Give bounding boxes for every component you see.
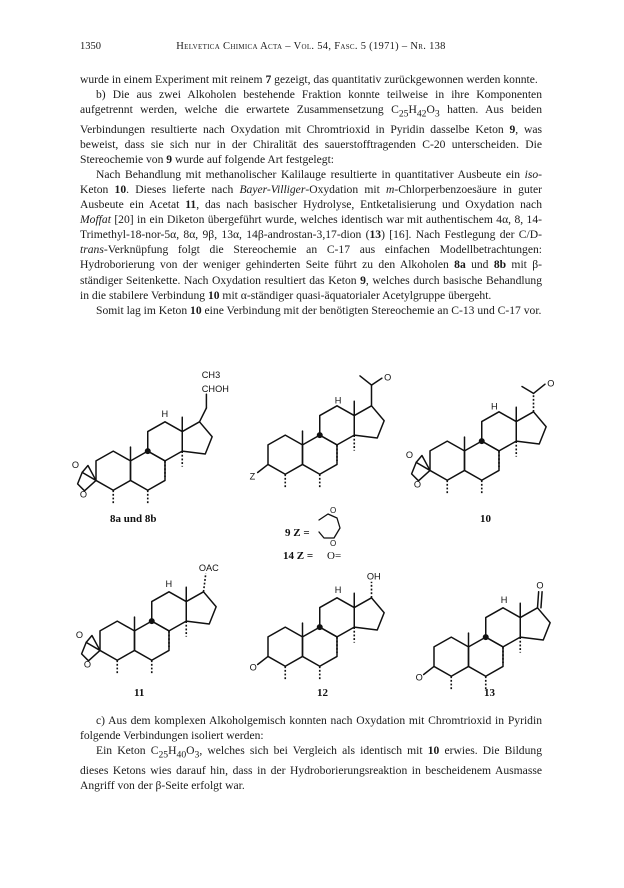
structure-8a-8b <box>72 370 229 504</box>
structure-12 <box>250 571 385 680</box>
atom-label-o: O <box>547 378 555 389</box>
atom-label-o: O <box>384 372 392 383</box>
structure-11 <box>76 563 219 675</box>
structure-figure <box>0 360 624 700</box>
structure-13 <box>416 580 551 690</box>
atom-label-h: H <box>334 395 342 406</box>
atom-label-o1: O <box>71 459 80 470</box>
svg-text:O: O <box>75 629 84 640</box>
running-header <box>80 41 542 55</box>
paragraph-b: b) Die aus zwei Alkoholen bestehende Fraktion konnte teilweise in ihre Komponenten aufgetrennt werden, welche die erwartete Zusammensetzung $C_{25}H_{42}O_3$ hatten. Aus beiden Verbindungen resultierte nach Oxydation mit Chromtrioxid in Pyridin dasselbe Keton 9, was beweist, dass sie sich nur in der Chiralität des sauerstofftragenden C-20 unterscheiden. Die Stereochemie von 9 wurde auf folgende Art festgelegt: <box>80 88 543 166</box>
label-9: 9 Z = <box>285 527 310 539</box>
atom-label-oh: OH <box>366 571 381 582</box>
atom-label-o: O <box>536 580 544 591</box>
label-14: 14 Z = <box>283 550 314 562</box>
atom-label-ch3: CH3 <box>201 370 221 381</box>
label-11: 11 <box>134 687 145 699</box>
atom-label-h: H <box>334 585 342 596</box>
atom-label-o2: O <box>79 489 88 500</box>
atom-label-oac: OAC <box>198 563 219 574</box>
paragraph-ketone: Ein Keton $C_{25}H_{40}O_3$, welches sich bei Vergleich als identisch mit 10 erwies. Die Bildung dieses Ketons wies darauf hin, dass in der Hydroborierungsreaktion in bescheidenem Ausmasse Angriff von der β-Seite erfolgt war. <box>80 744 542 792</box>
label-14-value: O= <box>327 550 342 562</box>
paragraph-c: c) Aus dem komplexen Alkoholgemisch konnten nach Oxydation mit Chromtrioxid in Pyridin folgende Verbindungen isoliert werden: <box>80 714 542 743</box>
atom-label-h: H <box>165 579 173 590</box>
paragraph-conclusion: Somit lag im Keton 10 eine Verbindung mit der benötigten Stereochemie an C-13 und C-17 vor. <box>96 303 542 317</box>
atom-label-choh: CHOH <box>201 383 229 394</box>
svg-text:O: O <box>405 449 414 460</box>
svg-text:O: O <box>413 479 422 490</box>
structure-10 <box>406 379 555 495</box>
label-13: 13 <box>484 687 495 699</box>
dioxolane-ring <box>319 506 340 548</box>
paragraph-stereochemistry: Nach Behandlung mit methanolischer Kalilauge resultierte in quantitativer Ausbeute ein iso-Keton 10. Dieses lieferte nach Bayer-Villiger-Oxydation mit m-Chlorperbenzoesäure in guter Ausbeute ein Acetat 11, das nach basischer Hydrolyse, Entketalisierung und Oxydation nach Moffat [20] in ein Diketon übergeführt wurde, welches identisch war mit authentischem 4α, 8, 14-Trimethyl-18-nor-5α, 8α, 9β, 13α, 14β-androstan-3,17-dion (13) [16]. Nach Festlegung der C/D-trans-Verknüpfung folgt die Stereochemie an C-17 aus einfachen Modellbetrachtungen: Hydroborierung von der weniger gehinderten Seite führt zu den Alkoholen 8a und 8b mit β-ständiger Seitenkette. Nach Oxydation resultiert das Keton 9, welches durch basische Behandlung in die stabilere Verbindung 10 mit α-ständiger quasi-äquatorialer Acetylgruppe übergeht. <box>80 167 543 302</box>
atom-label-h: H <box>490 401 498 412</box>
label-8a-8b: 8a und 8b <box>110 513 157 525</box>
atom-label-z: Z <box>249 471 256 482</box>
structure-9-14 <box>250 373 392 489</box>
atom-label-h: H <box>500 595 508 606</box>
paragraph-continuation: wurde in einem Experiment mit reinem 7 gezeigt, das quantitativ zurückgewonnen werden konnte. <box>80 73 538 86</box>
text-block-top <box>80 72 542 318</box>
label-10: 10 <box>480 513 491 525</box>
text-block-bottom <box>80 713 542 793</box>
svg-text:O: O <box>249 662 257 673</box>
svg-text:O: O <box>330 506 337 515</box>
compound-ref: 7 <box>265 73 272 86</box>
journal-title: Helvetica Chimica Acta – Vol. 54, Fasc. 5 (1971) – Nr. 138 <box>176 41 446 52</box>
atom-label-h: H <box>161 409 169 420</box>
page-number: 1350 <box>80 41 101 52</box>
label-12: 12 <box>317 687 328 699</box>
svg-text:O: O <box>83 659 92 670</box>
svg-text:O: O <box>415 672 423 683</box>
svg-text:O: O <box>330 539 337 548</box>
